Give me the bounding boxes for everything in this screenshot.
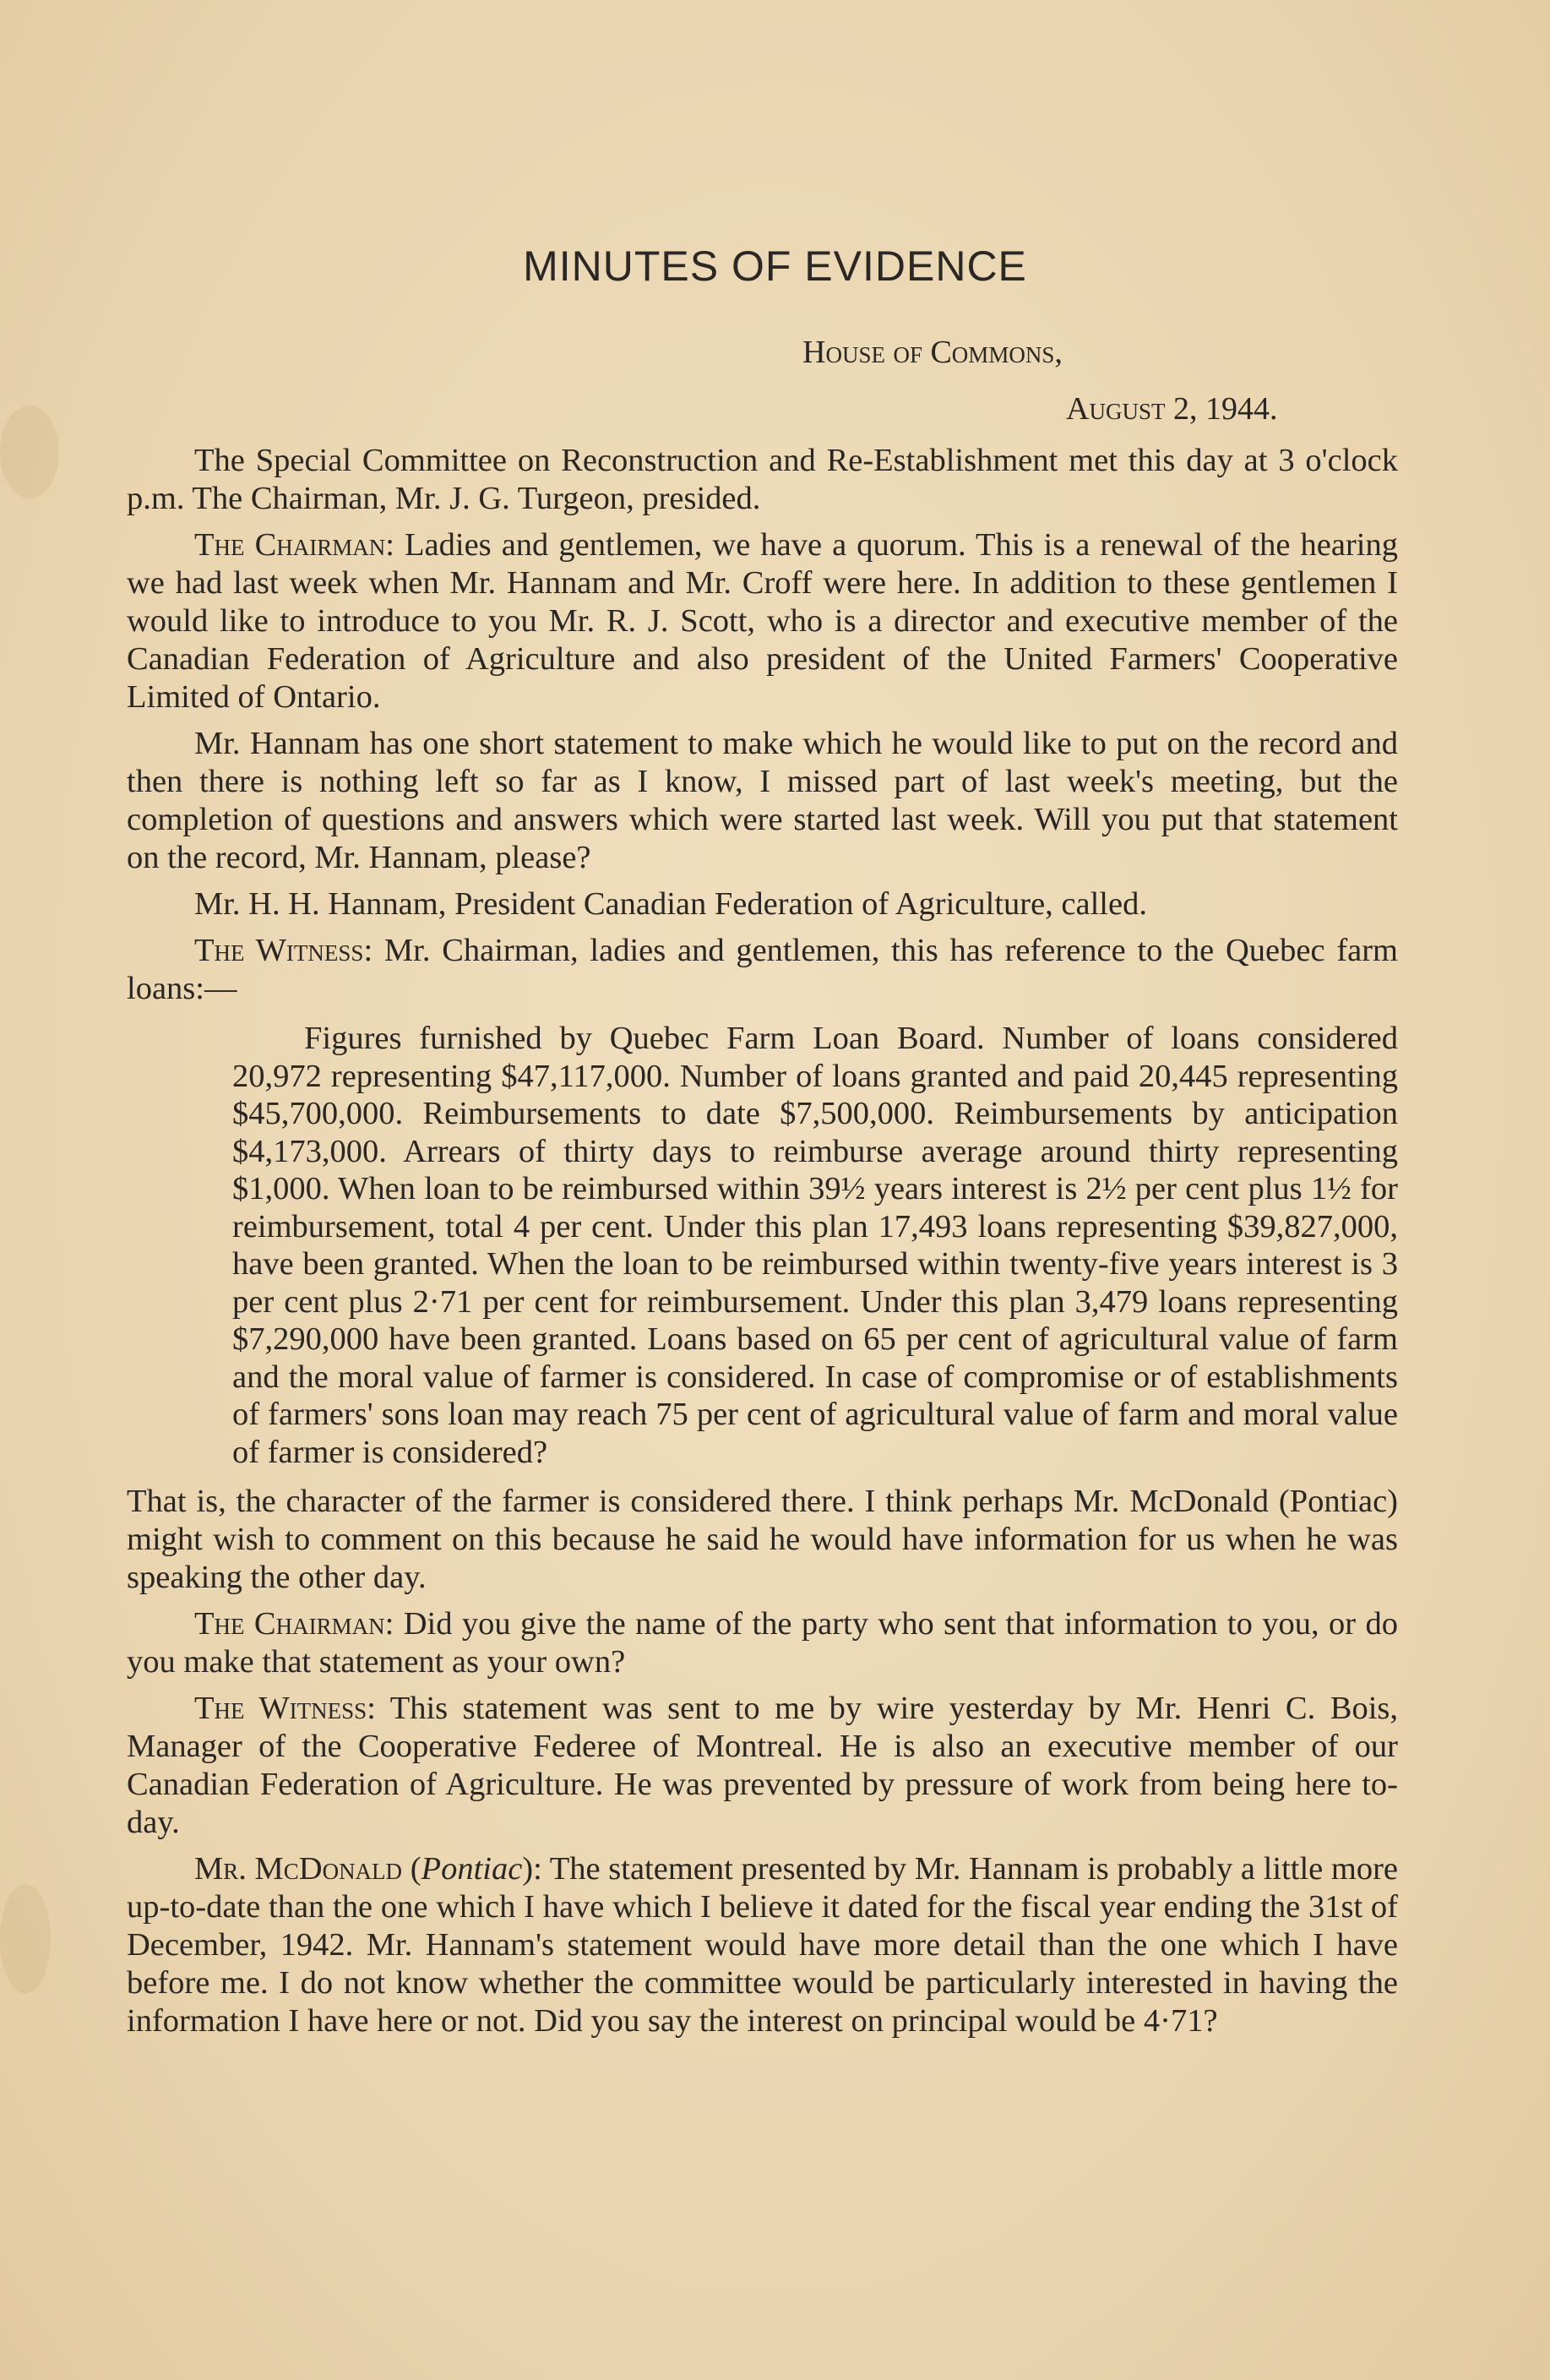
date-line: August 2, 1944. bbox=[1066, 391, 1278, 427]
speech-text: : Did you give the name of the party who sent that information to you, or do you make that statement as your own? bbox=[127, 1606, 1398, 1680]
speaker-name: The Witness bbox=[194, 933, 364, 968]
paper-stain bbox=[0, 1884, 51, 1994]
speaker-name: The Chairman bbox=[194, 1606, 385, 1642]
paragraph-witness-called: Mr. H. H. Hannam, President Canadian Federation of Agriculture, called. bbox=[194, 886, 1147, 922]
page-title: MINUTES OF EVIDENCE bbox=[523, 242, 1027, 290]
speaker-name: Mr. McDonald bbox=[194, 1851, 403, 1887]
speech-text: : This statement was sent to me by wire yesterday by Mr. Henri C. Bois, Manager of the Cooperative Federee of Montreal. He is also an executive member of our Canadian Federation of Agriculture. He was prevented by pressure of work from being here to-day. bbox=[127, 1691, 1398, 1840]
paragraph-chairman-question bbox=[127, 1605, 1398, 1681]
paragraph-character-comment: That is, the character of the farmer is considered there. I think perhaps Mr. McDonald (Pontiac) might wish to comment on this because he said he would have information for us when he was speaking the other day. bbox=[127, 1484, 1398, 1595]
paren-open: ( bbox=[402, 1851, 421, 1887]
paragraph-mcdonald bbox=[127, 1850, 1398, 2040]
location-line: House of Commons, bbox=[802, 335, 1063, 370]
speaker-name: The Witness bbox=[194, 1691, 367, 1726]
riding-name: Pontiac bbox=[421, 1851, 523, 1887]
speech-text: : Ladies and gentlemen, we have a quorum. This is a renewal of the hearing we had last week when Mr. Hannam and Mr. Croff were here. In addition to these gentlemen I would like to introduce to you Mr. R. J. Scott, who is a director and executive member of the Canadian Federation of Agriculture and also president of the United Farmers' Cooperative Limited of Ontario. bbox=[127, 527, 1398, 715]
speech-text: : The statement presented by Mr. Hannam is probably a little more up-to-date than the one which I have which I believe it dated for the fiscal year ending the 31st of December, 1942. Mr. Hannam's statement would have more detail than the one which I have before me. I do not know whether the committee would be particularly interested in having the information I have here or not. Did you say the interest on principal would be 4·71? bbox=[127, 1851, 1399, 2039]
paragraph-witness-reference bbox=[127, 932, 1398, 1008]
paragraph-witness-answer bbox=[127, 1690, 1398, 1842]
paper-stain bbox=[0, 406, 59, 498]
paragraph-opening: The Special Committee on Reconstruction and Re-Establishment met this day at 3 o'clock p.m. The Chairman, Mr. J. G. Turgeon, presided. bbox=[127, 443, 1398, 516]
paren-close: ) bbox=[522, 1851, 534, 1887]
speech-text: : Mr. Chairman, ladies and gentlemen, this has reference to the Quebec farm loans:— bbox=[127, 933, 1398, 1006]
quoted-statement: Figures furnished by Quebec Farm Loan Board. Number of loans considered 20,972 representing $47,117,000. Number of loans granted and paid 20,445 representing $45,700,000. Reimbursements to date $7,500,000. Reimbursements by anticipation $4,173,000. Arrears of thirty days to reimburse average around thirty representing $1,000. When loan to be reimbursed within 39½ years interest is 2½ per cent plus 1½ for reimbursement, total 4 per cent. Under this plan 17,493 loans representing $39,827,000, have been granted. When the loan to be reimbursed within twenty-five years interest is 3 per cent plus 2·71 per cent for reimbursement. Under this plan 3,479 loans representing $7,290,000 have been granted. Loans based on 65 per cent of agricultural value of farm and the moral value of farmer is considered. In case of compromise or of establishments of farmers' sons loan may reach 75 per cent of agricultural value of farm and moral value of farmer is considered? bbox=[232, 1021, 1398, 1470]
paragraph-chairman-intro bbox=[127, 526, 1398, 716]
body-text bbox=[127, 442, 1398, 2040]
paragraph-hannam-statement: Mr. Hannam has one short statement to make which he would like to put on the record and then there is nothing left so far as I know, I missed part of last week's meeting, but the completion of questions and answers which were started last week. Will you put that statement on the record, Mr. Hannam, please? bbox=[127, 726, 1398, 875]
speaker-name: The Chairman bbox=[194, 527, 386, 563]
